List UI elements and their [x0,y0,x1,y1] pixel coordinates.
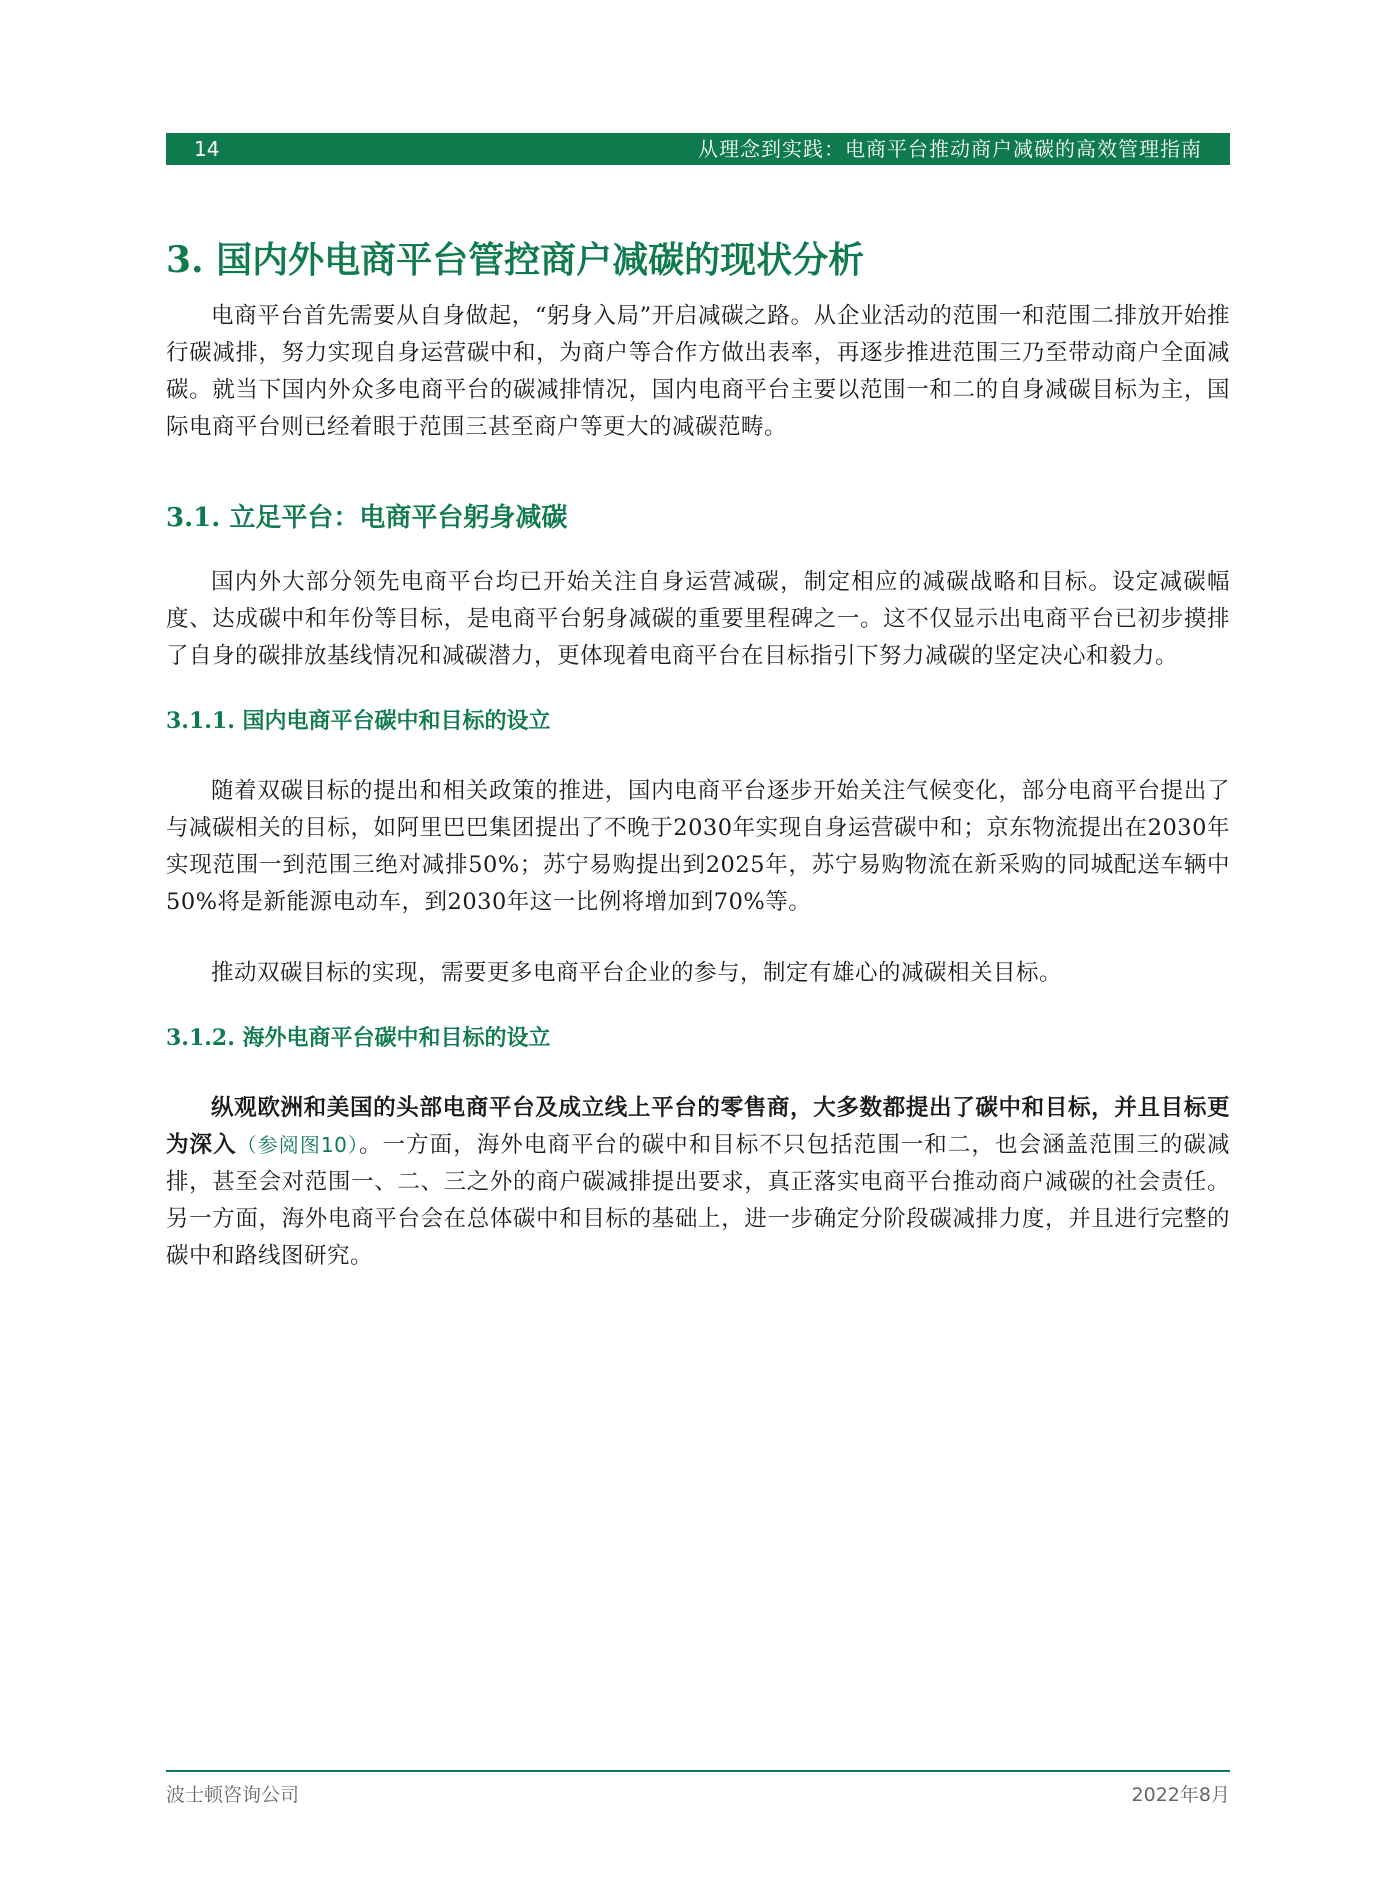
subsection-3-1-2-paragraph [166,1090,1230,1275]
main-content [166,230,1230,1275]
section-intro-paragraph: 电商平台首先需要从自身做起，“躬身入局”开启减碳之路。从企业活动的范围一和范围二排放开始推行碳减排，努力实现自身运营碳中和，为商户等合作方做出表率，再逐步推进范围三乃至带动商户全面减碳。就当下国内外众多电商平台的碳减排情况，国内电商平台主要以范围一和二的自身减碳目标为主，国际电商平台则已经着眼于范围三甚至商户等更大的减碳范畴。 [166,303,1230,440]
paragraph-rest-text: 。一方面，海外电商平台的碳中和目标不只包括范围一和二，也会涵盖范围三的碳减排，甚至会对范围一、二、三之外的商户碳减排提出要求，真正落实电商平台推动商户减碳的社会责任。另一方面，海外电商平台会在总体碳中和目标的基础上，进一步确定分阶段碳减排力度，并且进行完整的碳中和路线图研究。 [166,1132,1230,1269]
section-title: 3. 国内外电商平台管控商户减碳的现状分析 [166,239,865,281]
page-number: 14 [194,137,220,161]
subsection-3-1-title: 3.1. 立足平台：电商平台躬身减碳 [166,503,568,533]
figure-reference-link[interactable]: （参阅图10） [236,1133,359,1157]
header-title: 从理念到实践：电商平台推动商户减碳的高效管理指南 [698,137,1202,161]
subsection-3-1-1-paragraph-1: 随着双碳目标的提出和相关政策的推进，国内电商平台逐步开始关注气候变化，部分电商平台提出了与减碳相关的目标，如阿里巴巴集团提出了不晚于2030年实现自身运营碳中和；京东物流提出在2030年实现范围一到范围三绝对减排50%；苏宁易购提出到2025年，苏宁易购物流在新采购的同城配送车辆中50%将是新能源电动车，到2030年这一比例将增加到70%等。 [166,778,1230,915]
bold-lead-text: 纵观欧洲和美国的头部电商平台及成立线上平台的零售商，大多数都提出了碳中和目标，并且目标更为深入 [166,1095,1230,1158]
subsection-3-1-1-paragraph-2: 推动双碳目标的实现，需要更多电商平台企业的参与，制定有雄心的减碳相关目标。 [211,960,1063,986]
subsection-3-1-2-title: 3.1.2. 海外电商平台碳中和目标的设立 [166,1025,551,1051]
footer-divider [166,1770,1230,1772]
subsection-3-1-1-title: 3.1.1. 国内电商平台碳中和目标的设立 [166,708,551,734]
header-bar [166,133,1230,165]
footer-date: 2022年8月 [1131,1784,1230,1806]
subsection-3-1-paragraph: 国内外大部分领先电商平台均已开始关注自身运营减碳，制定相应的减碳战略和目标。设定减碳幅度、达成碳中和年份等目标，是电商平台躬身减碳的重要里程碑之一。这不仅显示出电商平台已初步摸排了自身的碳排放基线情况和减碳潜力，更体现着电商平台在目标指引下努力减碳的坚定决心和毅力。 [166,569,1230,669]
footer-company: 波士顿咨询公司 [166,1784,300,1806]
